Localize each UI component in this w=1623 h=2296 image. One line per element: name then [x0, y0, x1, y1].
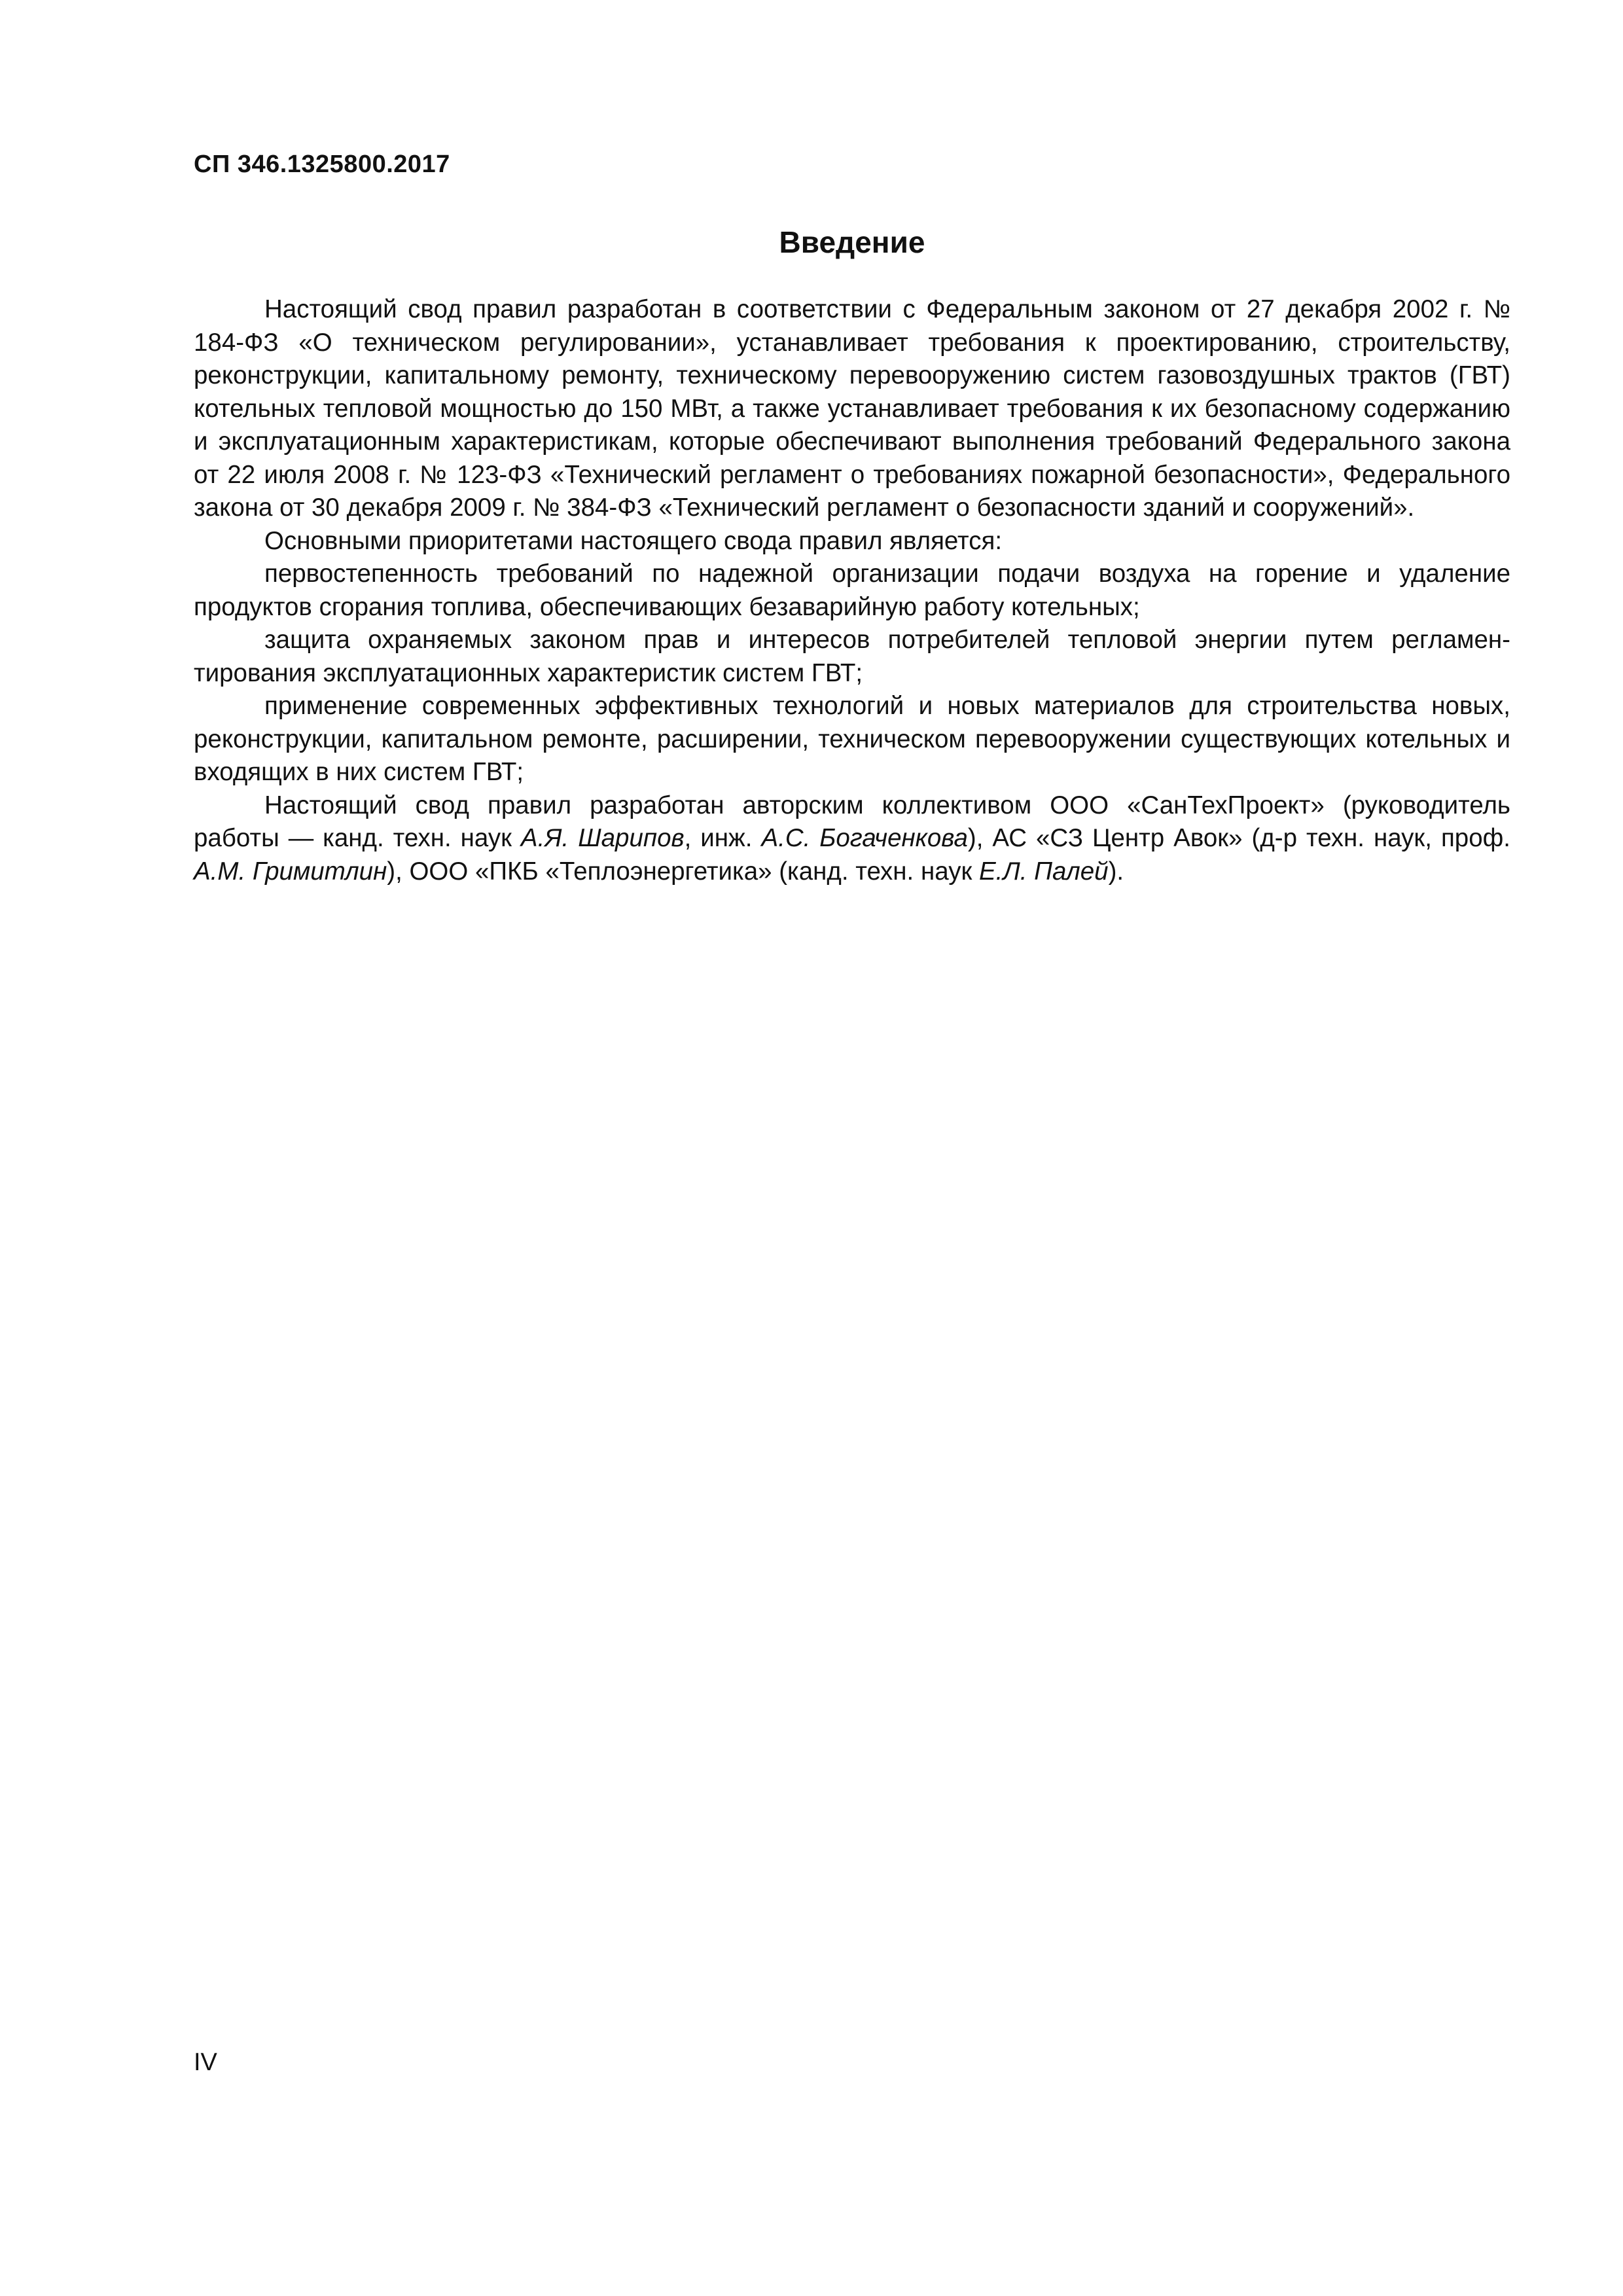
paragraph-priority-air-supply: первостепенность требований по надежной организации подачи воздуха на горение и удаление продуктов сгорания топлива, обеспечивающих безаварийную работу котельных;	[194, 560, 1510, 621]
authors-text-1: Настоящий свод правил разработан авторским коллективом ООО «СанТехПроект» (руководитель работы — канд. техн. наук	[194, 791, 1510, 852]
paragraph-purpose: Настоящий свод правил разработан в соответствии с Федеральным законом от 27 декабря 2002 г. № 184-ФЗ «О техническом регулировании», устанавливает требования к проектированию, строительству, реконструкции, капитальному ремонту, техническому перевооружению систем газовоздушных трактов (ГВТ) котельных тепловой мощностью до 150 МВт, а также устанавливает требования к их безопасному содержанию и эксплуатационным характеристикам, которые обеспечивают выполнения требований Федерального закона от 22 июля 2008 г. № 123-ФЗ «Технический регламент о требованиях пожарной безопасности», Федерального закона от 30 декабря 2009 г. № 384-ФЗ «Технический регламент о безопасности зданий и сооружений».	[194, 295, 1510, 522]
page-number: IV	[194, 2049, 217, 2076]
document-code: СП 346.1325800.2017	[194, 151, 450, 178]
author-name-2: А.С. Богаченкова	[761, 824, 968, 852]
authors-text-5: ).	[1108, 857, 1124, 886]
authors-text-4: ), ООО «ПКБ «Теплоэнергетика» (канд. техн. наук	[387, 857, 979, 886]
paragraph-priority-modern-technologies: применение современных эффективных технологий и новых материалов для строительства новых, реконструкции, капитальном ремонте, расширении, техническом перевооружении существующих котельных и входящих в них систем ГВТ;	[194, 692, 1510, 786]
paragraph-priorities-intro: Основными приоритетами настоящего свода правил является:	[264, 526, 1003, 555]
introduction-body	[194, 293, 1510, 888]
author-name-4: Е.Л. Палей	[978, 857, 1109, 886]
author-name-3: А.М. Гримитлин	[194, 857, 387, 886]
paragraph-priority-consumer-protection: защита охраняемых законом прав и интересов потребителей тепловой энергии путем регламентирования эксплуатационных характеристик систем ГВТ;	[194, 626, 1510, 687]
author-name-1: А.Я. Шарипов	[520, 824, 685, 852]
paragraph-authors	[194, 789, 1510, 889]
authors-text-3: ), АС «СЗ Центр Авок» (д-р техн. наук, проф.	[967, 824, 1510, 852]
section-title: Введение	[779, 225, 925, 259]
authors-text-2: , инж.	[684, 824, 762, 852]
